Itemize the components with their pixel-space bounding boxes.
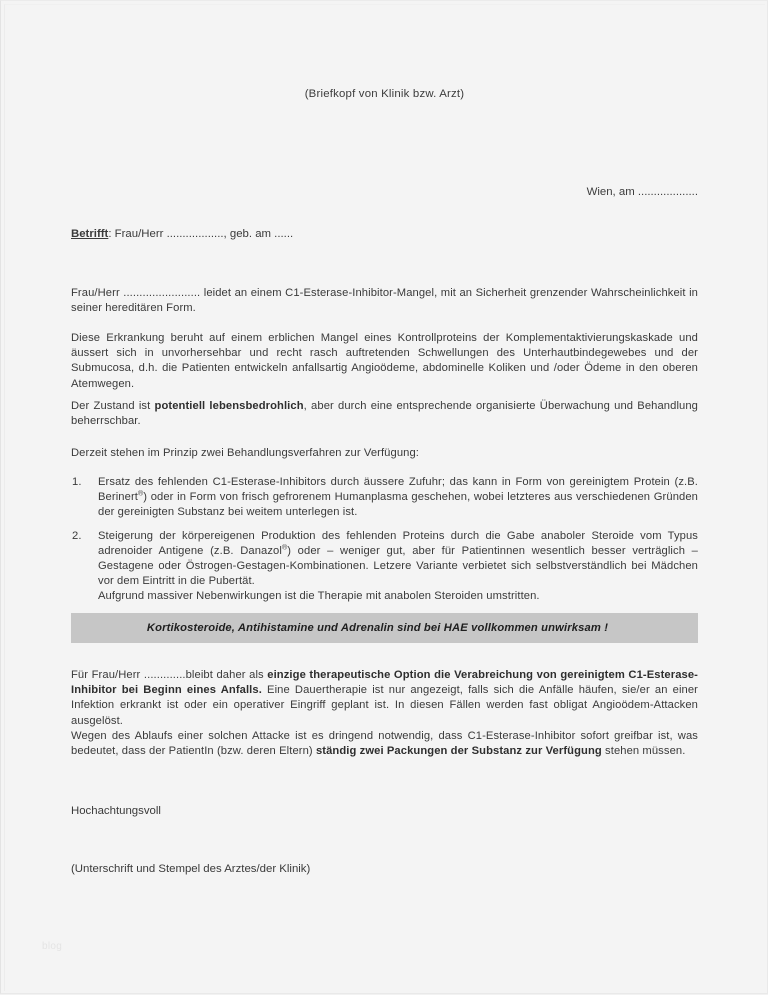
closing-salutation: Hochachtungsvoll	[71, 805, 161, 817]
letterhead-placeholder: (Briefkopf von Klinik bzw. Arzt)	[304, 88, 465, 100]
list-item	[71, 529, 698, 605]
supply-requirement-emphasis: ständig zwei Packungen der Substanz zur Verfügung	[315, 745, 602, 758]
document-sheet	[1, 1, 768, 995]
paragraph-therapy-option	[71, 668, 698, 729]
list-item-text	[94, 475, 698, 521]
list-item	[71, 475, 698, 521]
date-line: Wien, am ...................	[586, 186, 698, 198]
subject-label: Betrifft	[71, 228, 109, 240]
paragraph-supply-requirement	[71, 729, 698, 759]
list-item-text-a: Ersatz des fehlenden C1-Esterase-Inhibitors durch äussere Zufuhr; das kann in Form von gereinigtem Protein (z.B. Berinert	[98, 476, 698, 504]
subject-line	[71, 228, 293, 240]
supply-requirement-lead: Wegen des Ablaufs einer solchen Attacke ist es dringend notwendig, dass C1-Esterase-Inhibitor sofort greifbar ist, was bedeutet, dass der PatientIn (bzw. deren Eltern)	[71, 730, 698, 758]
warning-banner	[71, 613, 698, 643]
signature-placeholder: (Unterschrift und Stempel des Arztes/der Klinik)	[71, 863, 311, 875]
registered-trademark-icon: ®	[281, 544, 288, 552]
warning-banner-text: Kortikosteroide, Antihistamine und Adrenalin sind bei HAE vollkommen unwirksam !	[146, 622, 609, 634]
treatments-intro-text: Derzeit stehen im Prinzip zwei Behandlungsverfahren zur Verfügung:	[71, 447, 420, 459]
watermark: blog	[42, 941, 63, 952]
therapy-option-lead: Für Frau/Herr .............bleibt daher als	[71, 669, 268, 681]
paragraph-condition-severity	[71, 399, 698, 429]
paragraph-disease-description-text: Diese Erkrankung beruht auf einem erblichen Mangel eines Kontrollproteins der Komplementaktivierungskaskade und äussert sich in unvorhersehbar und recht rasch auftretenden Schwellungen des Unterhautbindegewebes und der Submucosa, d.h. die Patienten entwickeln anfallsartig Angioödeme, abdominelle Koliken und /oder Ödeme in den oberen Atemwegen.	[71, 332, 698, 390]
list-item-text	[94, 529, 698, 605]
paragraph-diagnosis-text: Frau/Herr ........................ leidet an einem C1-Esterase-Inhibitor-Mangel, mit an Sicherheit grenzender Wahrscheinlichkeit in seiner hereditären Form.	[71, 287, 698, 315]
list-item-text-b: ) oder in Form von frisch gefrorenem Humanplasma geschehen, wobei letzteres aus verschiedenen Gründen der gereinigten Substanz bei weitem unterlegen ist.	[98, 491, 698, 519]
supply-requirement-tail: stehen müssen.	[601, 745, 686, 758]
therapy-option-tail: Eine Dauertherapie ist nur angezeigt, falls sich die Anfälle häufen, sie/er an einer Infektion erkrankt ist oder ein operativer Eingriff geplant ist. In diesen Fällen werden fast obligat Angioödem-Attacken ausgelöst.	[71, 684, 698, 727]
list-item-note: Aufgrund massiver Nebenwirkungen ist die Therapie mit anabolen Steroiden umstritten.	[98, 590, 540, 603]
subject-value: : Frau/Herr .................., geb. am ......	[108, 228, 294, 240]
paragraph-treatments-intro	[71, 446, 698, 461]
paragraph-diagnosis	[71, 286, 698, 316]
list-item-marker: 1.	[72, 476, 82, 488]
paragraph-disease-description	[71, 331, 698, 392]
condition-text-lead: Der Zustand ist	[71, 400, 155, 412]
list-item-text-a: Steigerung der körpereigenen Produktion des fehlenden Proteins durch die Gabe anaboler Steroide vom Typus adrenoider Antigene (z.B. Danazol	[98, 529, 698, 557]
condition-emphasis: potentiell lebensbedrohlich	[154, 400, 304, 412]
treatment-options-list	[71, 475, 698, 613]
list-item-marker: 2.	[72, 529, 82, 542]
condition-text-tail: , aber durch eine entsprechende organisierte Überwachung und Behandlung beherrschbar.	[71, 400, 699, 428]
therapy-option-emphasis: einzige therapeutische Option die Verabreichung von gereinigtem C1-Esterase-Inhibitor bei Beginn eines Anfalls.	[71, 669, 698, 697]
list-item-text-b: ) oder – weniger gut, aber für Patientinnen wesentlich besser verträglich – Gestagene oder Östrogen-Gestagen-Kombinationen. Letzere Variante verbietet sich selbstverständlich bei Mädchen vor dem Eintritt in die Pubertät.	[98, 544, 698, 588]
registered-trademark-icon: ®	[137, 490, 144, 498]
